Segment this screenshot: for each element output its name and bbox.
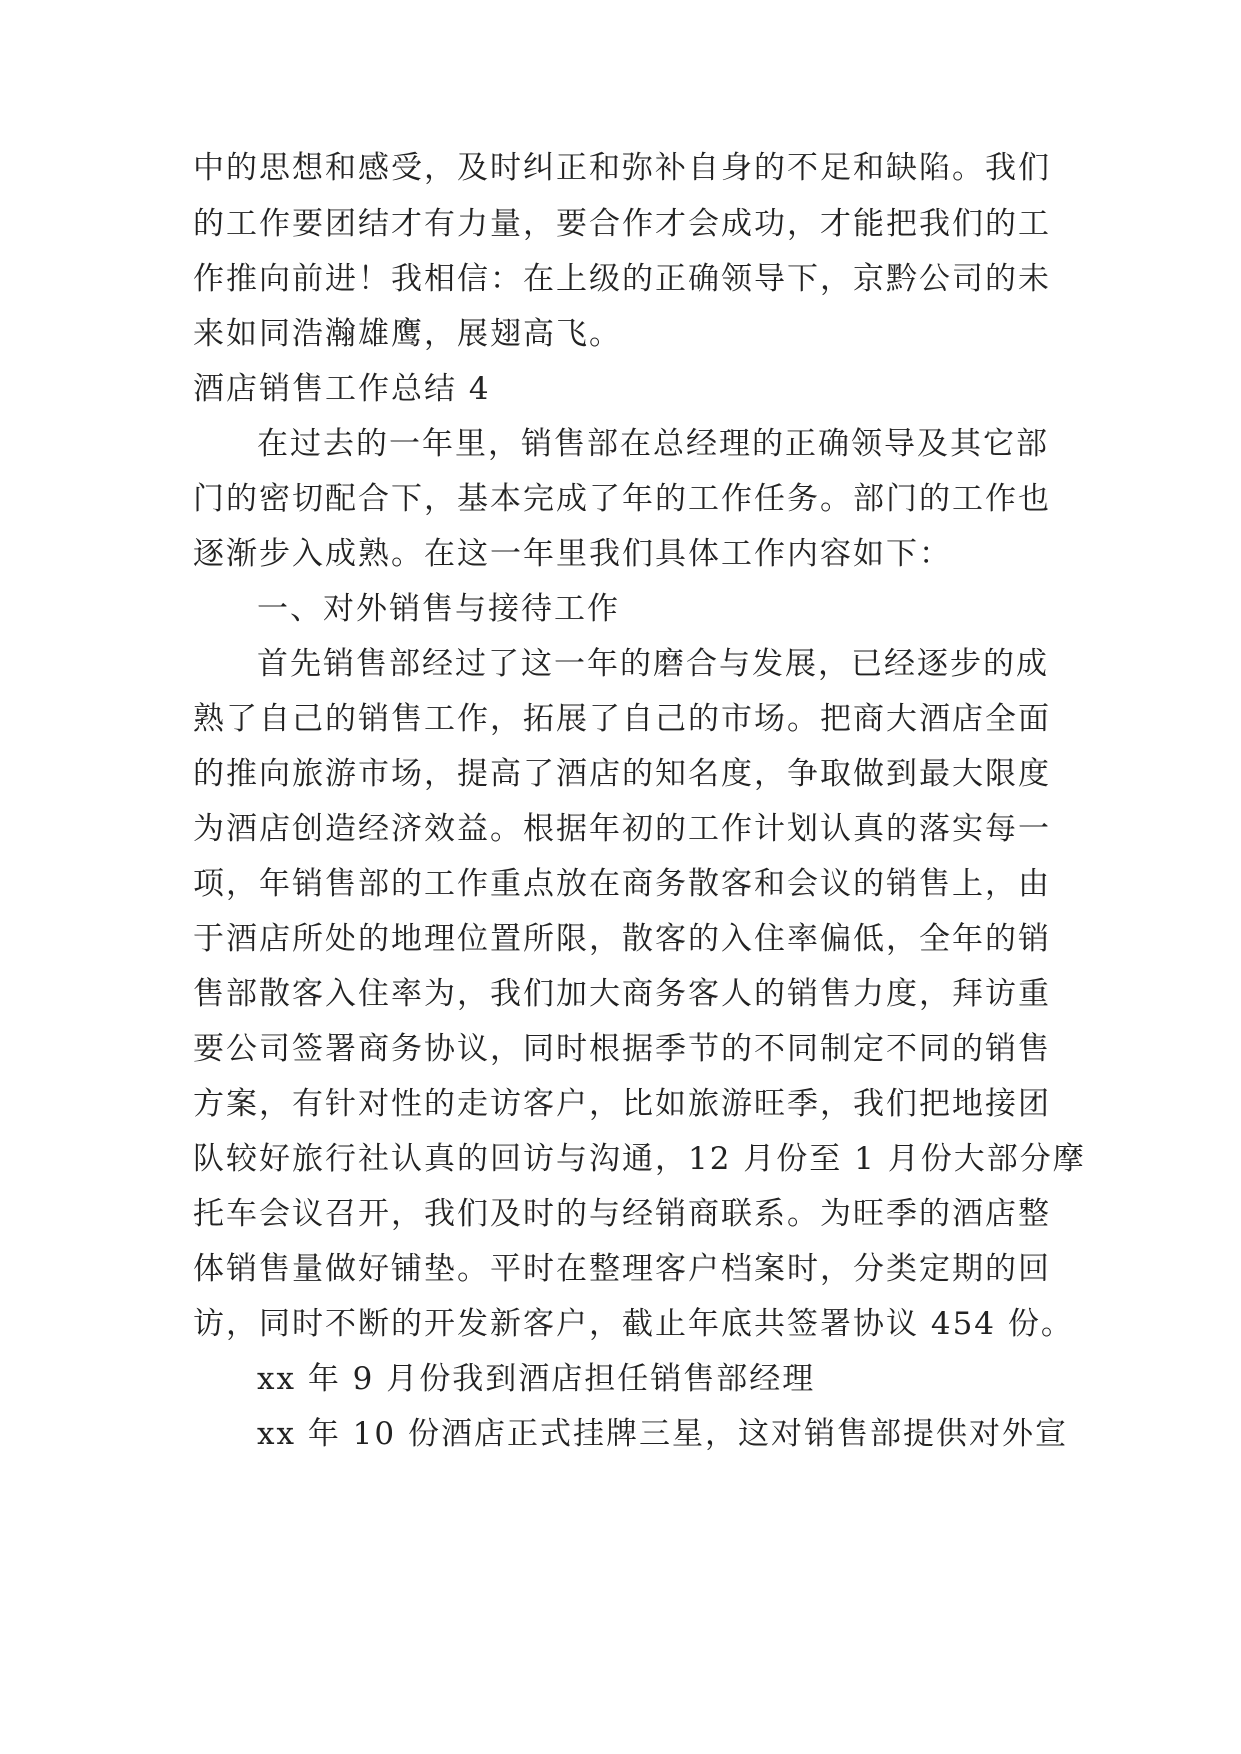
body-text-line: 首先销售部经过了这一年的磨合与发展，已经逐步的成 [257,646,1049,682]
subheading: 一、对外销售与接待工作 [257,591,620,627]
body-text-line: 熟了自己的销售工作，拓展了自己的市场。把商大酒店全面 [193,701,1051,737]
body-text-line: xx 年 10 份酒店正式挂牌三星，这对销售部提供对外宣 [257,1416,1068,1452]
body-text-line: 访，同时不断的开发新客户，截止年底共签署协议 454 份。 [193,1306,1074,1342]
body-text-line: 于酒店所处的地理位置所限，散客的入住率偏低，全年的销 [193,921,1051,957]
body-text-line: 的推向旅游市场，提高了酒店的知名度，争取做到最大限度 [193,756,1051,792]
body-text-line: 作推向前进！我相信：在上级的正确领导下，京黔公司的未 [193,261,1051,297]
body-text-line: 托车会议召开，我们及时的与经销商联系。为旺季的酒店整 [193,1196,1051,1232]
body-text-line: 项，年销售部的工作重点放在商务散客和会议的销售上，由 [193,866,1051,902]
body-text-line: 中的思想和感受，及时纠正和弥补自身的不足和缺陷。我们 [193,150,1051,186]
body-text-line: 队较好旅行社认真的回访与沟通，12 月份至 1 月份大部分摩 [193,1141,1086,1177]
body-text-line: 来如同浩瀚雄鹰，展翅高飞。 [193,316,622,352]
body-text-line: 体销售量做好铺垫。平时在整理客户档案时，分类定期的回 [193,1251,1051,1287]
body-text-line: 逐渐步入成熟。在这一年里我们具体工作内容如下： [193,536,952,572]
body-text-line: 售部散客入住率为，我们加大商务客人的销售力度，拜访重 [193,976,1051,1012]
body-text-line: 在过去的一年里，销售部在总经理的正确领导及其它部 [257,426,1049,462]
section-heading: 酒店销售工作总结 4 [193,371,491,407]
body-text-line: 的工作要团结才有力量，要合作才会成功，才能把我们的工 [193,206,1051,242]
body-text-line: xx 年 9 月份我到酒店担任销售部经理 [257,1361,816,1397]
body-text-line: 门的密切配合下，基本完成了年的工作任务。部门的工作也 [193,481,1051,517]
body-text-line: 方案，有针对性的走访客户，比如旅游旺季，我们把地接团 [193,1086,1051,1122]
body-text-line: 为酒店创造经济效益。根据年初的工作计划认真的落实每一 [193,811,1051,847]
body-text-line: 要公司签署商务协议，同时根据季节的不同制定不同的销售 [193,1031,1051,1067]
